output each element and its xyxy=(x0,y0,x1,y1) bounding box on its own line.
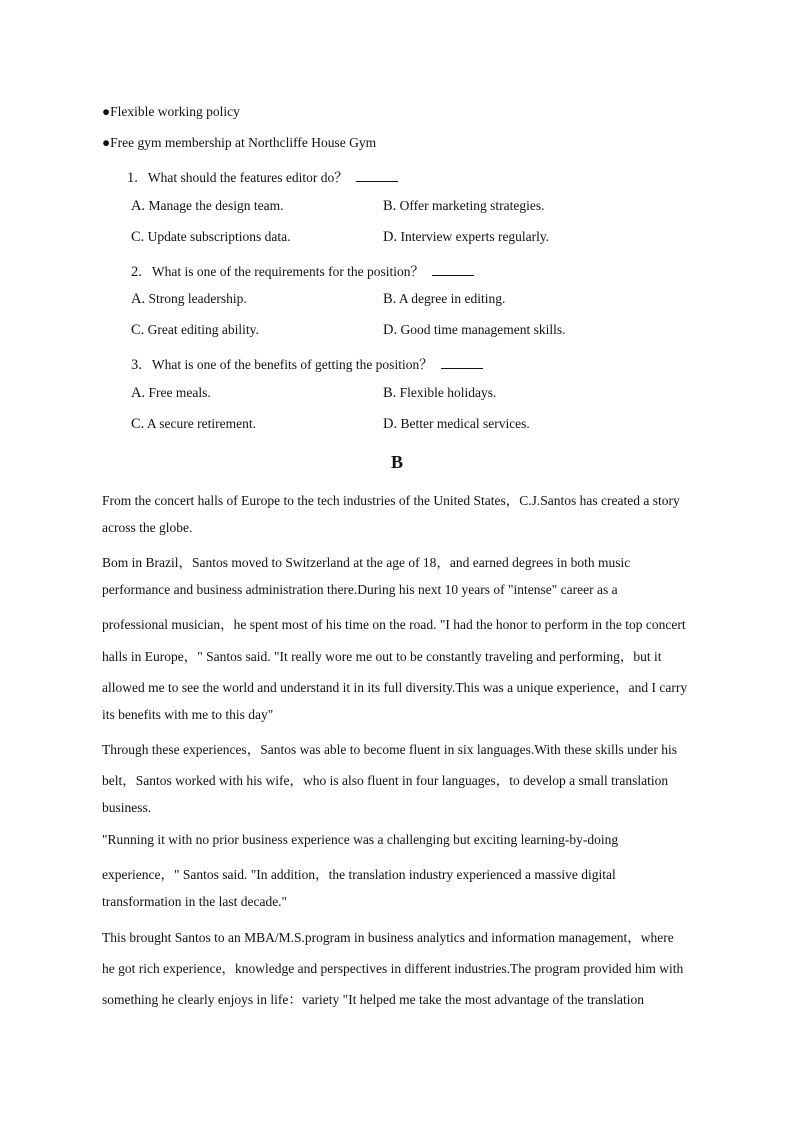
option-text: Free meals. xyxy=(145,385,211,400)
question-number: 3. xyxy=(131,357,142,373)
option-letter: B. xyxy=(383,198,397,214)
answer-blank[interactable] xyxy=(356,170,398,182)
question-1-option-b[interactable] xyxy=(383,198,545,215)
answer-blank[interactable] xyxy=(432,264,474,276)
question-2-option-d[interactable] xyxy=(383,322,565,339)
question-number: 1. xyxy=(127,170,138,186)
passage-line: allowed me to see the world and understand it in its full diversity.This was a unique experience，and I carry xyxy=(102,680,688,695)
passage-line: professional musician，he spent most of his time on the road. "I had the honor to perform in the top concert xyxy=(102,617,686,632)
option-text: A secure retirement. xyxy=(144,416,257,431)
option-text: Flexible holidays. xyxy=(396,385,497,400)
question-text: What is one of the benefits of getting the position？ xyxy=(151,357,433,372)
option-letter: D. xyxy=(383,416,398,432)
option-text: A degree in editing. xyxy=(396,291,506,306)
option-letter: C. xyxy=(131,229,145,245)
option-letter: C. xyxy=(131,416,145,432)
option-text: Better medical services. xyxy=(397,416,530,431)
question-text: What should the features editor do？ xyxy=(147,170,348,185)
section-title: B xyxy=(390,452,403,472)
option-text: Update subscriptions data. xyxy=(144,229,291,244)
option-text: Good time management skills. xyxy=(397,322,566,337)
option-letter: B. xyxy=(383,385,397,401)
option-text: Strong leadership. xyxy=(145,291,247,306)
option-letter: C. xyxy=(131,322,145,338)
question-1 xyxy=(127,166,398,187)
question-3 xyxy=(131,353,483,374)
question-text: What is one of the requirements for the position？ xyxy=(151,264,425,279)
question-1-option-c[interactable] xyxy=(131,229,291,246)
option-letter: D. xyxy=(383,322,398,338)
question-2-option-b[interactable] xyxy=(383,291,505,308)
option-text: Manage the design team. xyxy=(145,198,284,213)
question-3-option-b[interactable] xyxy=(383,385,496,402)
question-number: 2. xyxy=(131,264,142,280)
option-letter: A. xyxy=(131,385,146,401)
question-3-option-d[interactable] xyxy=(383,416,530,433)
passage-line: Through these experiences，Santos was able to become fluent in six languages.With these skills under his xyxy=(102,742,677,757)
question-1-option-a[interactable] xyxy=(131,198,283,215)
passage-line: "Running it with no prior business experience was a challenging but exciting learning-by-doing xyxy=(102,832,619,847)
passage-line: experience，" Santos said. "In addition，the translation industry experienced a massive digital xyxy=(102,867,616,882)
question-2-option-c[interactable] xyxy=(131,322,259,339)
option-letter: D. xyxy=(383,229,398,245)
option-letter: A. xyxy=(131,198,146,214)
question-3-option-a[interactable] xyxy=(131,385,211,402)
passage-line: across the globe. xyxy=(102,520,193,535)
passage-line: halls in Europe，" Santos said. "It really wore me out to be constantly traveling and performing，but it xyxy=(102,649,662,664)
question-2-option-a[interactable] xyxy=(131,291,247,308)
bullet-free-gym: ●Free gym membership at Northcliffe House Gym xyxy=(102,135,377,150)
option-letter: B. xyxy=(383,291,397,307)
passage-line: something he clearly enjoys in life：variety "It helped me take the most advantage of the translation xyxy=(102,992,644,1007)
option-text: Offer marketing strategies. xyxy=(396,198,545,213)
passage-line: he got rich experience，knowledge and perspectives in different industries.The program provided him with xyxy=(102,961,684,976)
passage-line: performance and business administration there.During his next 10 years of "intense" career as a xyxy=(102,582,618,597)
passage-line: From the concert halls of Europe to the tech industries of the United States，C.J.Santos has created a story xyxy=(102,493,680,508)
option-text: Great editing ability. xyxy=(144,322,259,337)
answer-blank[interactable] xyxy=(441,357,483,369)
passage-line: transformation in the last decade." xyxy=(102,894,288,909)
question-1-option-d[interactable] xyxy=(383,229,549,246)
passage-line: Bom in Brazil，Santos moved to Switzerland at the age of 18，and earned degrees in both music xyxy=(102,555,631,570)
passage-line: belt，Santos worked with his wife，who is also fluent in four languages，to develop a small translation xyxy=(102,773,669,788)
passage-line: This brought Santos to an MBA/M.S.program in business analytics and information management，where xyxy=(102,930,674,945)
option-text: Interview experts regularly. xyxy=(397,229,550,244)
bullet-flexible-working: ●Flexible working policy xyxy=(102,104,240,119)
passage-line: its benefits with me to this day" xyxy=(102,707,274,722)
option-letter: A. xyxy=(131,291,146,307)
passage-line: business. xyxy=(102,800,152,815)
question-2 xyxy=(131,260,474,281)
question-3-option-c[interactable] xyxy=(131,416,256,433)
